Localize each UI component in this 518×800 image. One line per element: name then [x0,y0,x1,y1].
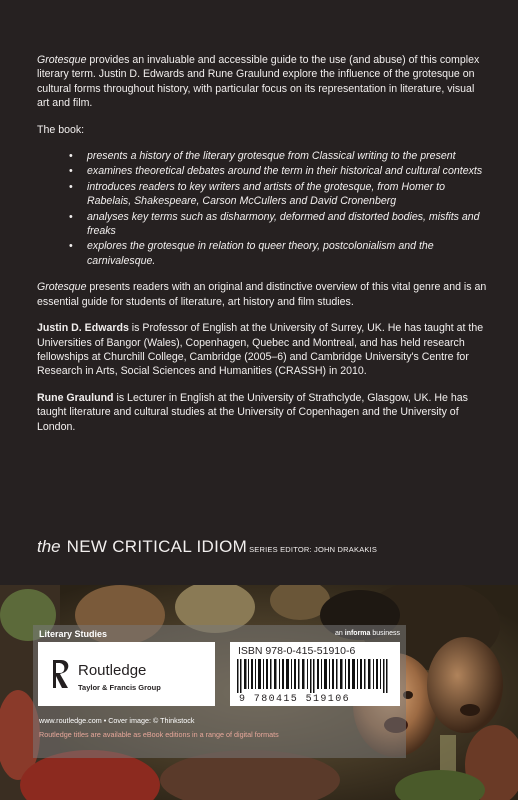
feature-list [37,149,487,268]
series-editor: SERIES EDITOR: JOHN DRAKAKIS [249,545,378,554]
book-label: The book: [37,123,85,136]
author-name: Justin D. Edwards [37,322,129,335]
publisher-group: Taylor & Francis Group [78,683,161,692]
author-bio-text: is Lecturer in English at the University of Strathclyde, Glasgow, UK. He has taught literature and cultural studies at the University of Copenhagen and the University of London. [37,391,468,433]
author-bio-1 [37,321,487,379]
informa-business [335,630,400,637]
isbn-box [230,642,400,706]
web-credit-line: www.routledge.com • Cover image: © Thinkstock [39,716,195,725]
business-suffix: business [370,630,400,637]
author-bio-2 [37,391,487,434]
feature-item: • explores the grotesque in relation to queer theory, postcolonialism and the carnivalesque. [37,239,487,268]
barcode-icon [233,659,397,693]
feature-item: • presents a history of the literary grotesque from Classical writing to the present [37,149,487,163]
series-the: the [37,537,61,556]
publisher-name: Routledge [78,662,147,679]
intro-paragraph [37,53,487,111]
business-bold: informa [344,630,371,637]
publisher-panel [33,625,406,758]
author-bio-text: is Professor of English at the University of Surrey, UK. He has taught at the Universities of Bangor (Wales), Copenhagen, Quebec and Montreal, and has held research fellowships at Churchill College, Cambridge (2005–6) and Cambridge University's Centre for Research in Arts, Social Sciences and Humanities (CRASSH) in 2010. [37,322,484,378]
back-cover-blurb [37,53,487,446]
feature-item: • analyses key terms such as disharmony, deformed and distorted bodies, misfits and freaks [37,210,487,239]
title-italic: Grotesque [37,54,87,66]
routledge-logo-icon [50,658,72,690]
author-name: Rune Graulund [37,391,114,404]
title-italic: Grotesque [37,281,87,294]
feature-item: • examines theoretical debates around the term in their historical and cultural contexts [37,164,487,178]
feature-item: • introduces readers to key writers and artists of the grotesque, from Homer to Rabelais, Shakespeare, Carson McCullers and David Cronenberg [37,180,487,209]
isbn-number: ISBN 978-0-415-51910-6 [238,645,356,657]
summary-paragraph [37,280,487,309]
intro-text: provides an invaluable and accessible guide to the use (and abuse) of this complex literary term. Justin D. Edwards and Rune Graulund explore the influence of the grotesque on cultural forms throughout history, with particular focus on its representation in literature, visual art and film. [37,54,480,110]
series-name: NEW CRITICAL IDIOM [66,537,248,556]
series-title [37,537,507,557]
summary-text: presents readers with an original and distinctive overview of this vital genre and is an essential guide for students of literature, art history and film studies. [37,281,487,308]
business-prefix: an [335,630,345,637]
subject-category: Literary Studies [39,629,108,639]
publisher-logo-box [38,642,215,706]
barcode-digits: 9 780415 519106 [239,694,351,705]
ebook-note: Routledge titles are available as eBook editions in a range of digital formats [39,730,279,739]
